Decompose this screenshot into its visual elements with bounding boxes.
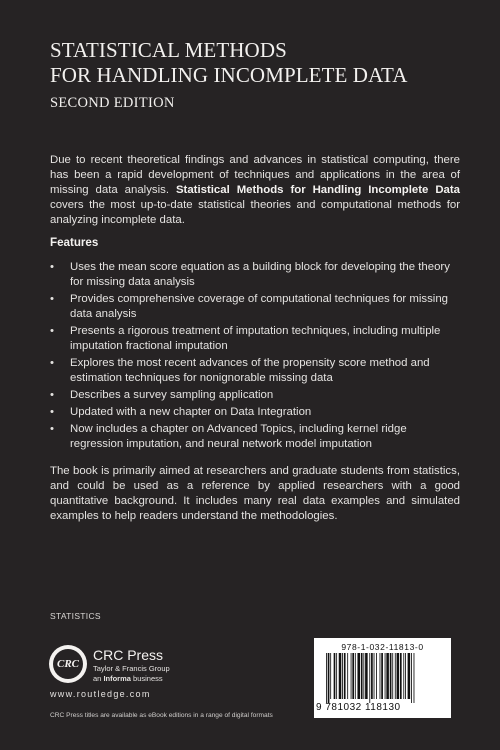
- bullet-icon: •: [50, 325, 54, 337]
- publisher-website: www.routledge.com: [50, 689, 151, 699]
- intro-book-title: Statistical Methods for Handling Incomplete Data: [175, 184, 461, 196]
- feature-text: Provides comprehensive coverage of computational techniques for missing data analysis: [70, 293, 448, 320]
- barcode-bar: [392, 653, 393, 699]
- feature-text: Now includes a chapter on Advanced Topics, including kernel ridge regression imputation, and neural network model imputation: [70, 423, 407, 450]
- barcode-bars: [326, 653, 446, 703]
- barcode-bar: [363, 653, 364, 699]
- barcode-bar: [385, 653, 386, 699]
- bullet-icon: •: [50, 293, 54, 305]
- barcode-bar: [386, 653, 389, 699]
- intro-text-start: Due to recent theoretical findings and advances in statistical computing, there has been a rapid development of techniques and applications in the area of missing data analysis.: [50, 154, 460, 196]
- book-title: [50, 38, 470, 88]
- intro-text-end: covers the most up-to-date statistical theories and computational methods for analyzing incomplete data.: [50, 199, 460, 226]
- feature-item: [50, 405, 460, 420]
- ebook-note: CRC Press titles are available as eBook editions in a range of digital formats: [50, 712, 273, 719]
- feature-text: Explores the most recent advances of the propensity score method and estimation techniques for nonignorable missing data: [70, 357, 430, 384]
- features-heading: Features: [50, 236, 99, 249]
- barcode-bar: [369, 653, 370, 703]
- barcode-bar: [336, 653, 337, 699]
- barcode-bar: [361, 653, 363, 699]
- barcode-bar: [357, 653, 360, 699]
- barcode-bar: [414, 653, 415, 703]
- edition-label: SECOND EDITION: [50, 95, 175, 111]
- bullet-icon: •: [50, 261, 54, 273]
- publisher-group: Taylor & Francis Group: [93, 664, 170, 673]
- isbn-barcode: [314, 638, 451, 718]
- feature-item: [50, 260, 460, 290]
- feature-text: Describes a survey sampling application: [70, 389, 274, 401]
- business-suffix: business: [130, 674, 163, 683]
- barcode-bar: [351, 653, 352, 699]
- crc-logo-text: CRC: [53, 649, 83, 679]
- isbn-number: 978-1-032-11813-0: [341, 642, 424, 652]
- business-prefix: an: [93, 674, 104, 683]
- barcode-bar: [344, 653, 346, 699]
- publisher-name: CRC Press: [93, 647, 164, 663]
- intro-paragraph: [50, 153, 460, 228]
- feature-text: Uses the mean score equation as a building block for developing the theory for missing data analysis: [70, 261, 450, 288]
- barcode-bar: [355, 653, 356, 699]
- features-list: [50, 260, 460, 454]
- barcode-bar: [411, 653, 412, 703]
- feature-item: [50, 422, 460, 452]
- feature-item: [50, 356, 460, 386]
- category-label: STATISTICS: [50, 611, 101, 621]
- barcode-bar: [347, 653, 348, 699]
- barcode-bar: [408, 653, 411, 699]
- barcode-bar: [339, 653, 342, 699]
- barcode-bar: [374, 653, 375, 699]
- barcode-bar: [342, 653, 343, 699]
- barcode-bar: [326, 653, 327, 703]
- barcode-bar: [400, 653, 402, 699]
- crc-press-logo-icon: [49, 645, 87, 683]
- barcode-bar: [371, 653, 373, 699]
- title-line-1: STATISTICAL METHODS: [50, 38, 287, 62]
- feature-item: [50, 324, 460, 354]
- barcode-graphic: [326, 653, 446, 703]
- barcode-bar: [405, 653, 406, 699]
- barcode-digits: 9 781032 118130: [316, 702, 401, 713]
- barcode-bar: [403, 653, 404, 699]
- bullet-icon: •: [50, 423, 54, 435]
- closing-paragraph: The book is primarily aimed at researchers and graduate students from statistics, and could be used as a reference by applied researchers with a good quantitative background. It includes many real data examples and simulated examples to help readers understand the methodologies.: [50, 465, 460, 522]
- feature-item: [50, 292, 460, 322]
- barcode-bar: [365, 653, 368, 699]
- feature-text: Presents a rigorous treatment of imputation techniques, including multiple imputation fractional imputation: [70, 325, 441, 352]
- barcode-bar: [328, 653, 330, 703]
- barcode-bar: [381, 653, 383, 699]
- feature-item: [50, 388, 460, 403]
- bullet-icon: •: [50, 406, 54, 418]
- barcode-bar: [390, 653, 392, 699]
- barcode-bar: [352, 653, 354, 699]
- barcode-bar: [376, 653, 377, 699]
- feature-text: Updated with a new chapter on Data Integration: [70, 406, 312, 418]
- bullet-icon: •: [50, 357, 54, 369]
- title-line-2: FOR HANDLING INCOMPLETE DATA: [50, 63, 408, 87]
- barcode-bar: [380, 653, 381, 699]
- publisher-business: [93, 674, 163, 683]
- barcode-bar: [334, 653, 336, 699]
- barcode-bar: [395, 653, 396, 699]
- barcode-bar: [330, 653, 331, 699]
- business-bold: Informa: [103, 674, 131, 683]
- bullet-icon: •: [50, 389, 54, 401]
- barcode-bar: [397, 653, 400, 699]
